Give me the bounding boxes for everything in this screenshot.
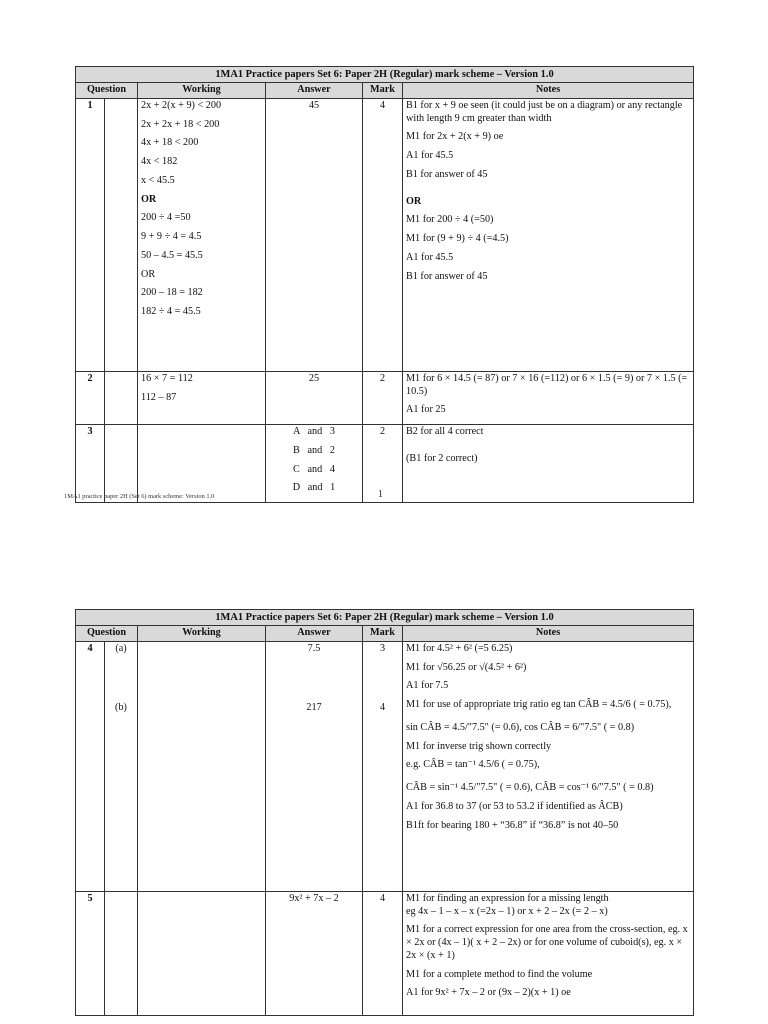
header-working: Working <box>138 83 266 99</box>
working-line: x < 45.5 <box>141 174 175 186</box>
note-line: A1 for 9x² + 7x – 2 or (9x – 2)(x + 1) oe <box>406 987 571 999</box>
mark-scheme-table-1 <box>75 66 694 503</box>
note-line: (B1 for 2 correct) <box>406 452 478 464</box>
header-mark: Mark <box>363 626 403 642</box>
mark-cell: 4 <box>363 891 403 1015</box>
working-cell <box>138 425 266 503</box>
working-line: 200 ÷ 4 =50 <box>141 212 191 224</box>
note-line: B1 for x + 9 oe seen (it could just be on a diagram) or any rectangle with length 9 cm greater than width <box>406 99 683 124</box>
question-part <box>105 98 138 371</box>
note-line: OR <box>406 195 422 207</box>
note-line: B1 for answer of 45 <box>406 270 488 282</box>
question-part <box>105 425 138 503</box>
note-line: A1 for 36.8 to 37 (or 53 to 53.2 if identified as ÂCB) <box>406 800 623 812</box>
answer-pair: D and 1 <box>292 482 336 494</box>
page-number: 1 <box>378 489 383 500</box>
mark-cell: 4 <box>363 98 403 371</box>
note-line: M1 for a complete method to find the volume <box>406 968 593 980</box>
working-line: 112 – 87 <box>141 391 177 403</box>
answer-value: 217 <box>306 701 322 713</box>
note-line: M1 for (9 + 9) ÷ 4 (=4.5) <box>406 233 509 244</box>
note-line: B2 for all 4 correct <box>406 426 484 437</box>
note-line: A1 for 45.5 <box>406 150 454 161</box>
question-number: 3 <box>76 425 105 503</box>
note-line: M1 for a correct expression for one area from the cross-section, eg. x × 2x or (4x – 1)( x + 2 – 2x) or for one volume of cuboid(s), eg. x × 2x × (x + 1) <box>406 924 688 961</box>
question-part <box>105 371 138 424</box>
working-line: 16 × 7 = 112 <box>141 372 193 384</box>
working-line: 200 – 18 = 182 <box>141 287 203 299</box>
note-line: M1 for inverse trig shown correctly <box>406 740 552 752</box>
notes-cell <box>403 891 694 1015</box>
header-notes: Notes <box>403 83 694 99</box>
working-line: 4x + 18 < 200 <box>141 137 199 149</box>
header-question: Question <box>76 626 138 642</box>
part-label: (b) <box>115 701 127 713</box>
mark-cell <box>363 641 403 891</box>
answer-pair: A and 3 <box>293 426 335 437</box>
answer-pair: B and 2 <box>293 444 335 456</box>
question-number: 4 <box>76 641 105 891</box>
working-line: 4x < 182 <box>141 156 178 167</box>
question-number: 2 <box>76 371 105 424</box>
note-line: B1 for answer of 45 <box>406 168 488 180</box>
header-question: Question <box>76 83 138 99</box>
header-row <box>76 626 694 642</box>
table-row-q3 <box>76 425 694 503</box>
notes-cell <box>403 425 694 503</box>
answer-cell <box>266 641 363 891</box>
question-part <box>105 641 138 891</box>
mark-scheme-table-2 <box>75 609 694 1016</box>
note-line: M1 for 2x + 2(x + 9) oe <box>406 131 504 143</box>
working-cell <box>138 891 266 1015</box>
table-row-q4 <box>76 641 694 891</box>
note-line: M1 for 200 ÷ 4 (=50) <box>406 214 494 226</box>
part-label: (a) <box>115 642 127 654</box>
header-notes: Notes <box>403 626 694 642</box>
note-line: M1 for use of appropriate trig ratio eg tan CÂB = 4.5/6 ( = 0.75), <box>406 699 672 710</box>
table-title: 1MA1 Practice papers Set 6: Paper 2H (Regular) mark scheme – Version 1.0 <box>76 610 694 626</box>
mark-cell: 2 <box>363 371 403 424</box>
note-line: e.g. CÂB = tan⁻¹ 4.5/6 ( = 0.75), <box>406 759 540 771</box>
working-line: OR <box>141 193 157 205</box>
note-line: CÂB = sin⁻¹ 4.5/"7.5" ( = 0.6), CÂB = cos⁻¹ 6/"7.5" ( = 0.8) <box>406 782 654 793</box>
note-line: M1 for 6 × 14.5 (= 87) or 7 × 16 (=112) or 6 × 1.5 (= 9) or 7 × 1.5 (= 10.5) <box>406 372 688 397</box>
notes-cell <box>403 641 694 891</box>
answer-cell: 9x² + 7x – 2 <box>266 891 363 1015</box>
note-line: sin CÂB = 4.5/"7.5" (= 0.6), cos CÂB = 6/"7.5" ( = 0.8) <box>406 721 635 733</box>
note-line: M1 for finding an expression for a missing length <box>406 892 609 904</box>
working-cell <box>138 98 266 371</box>
working-line: 2x + 2x + 18 < 200 <box>141 118 220 130</box>
working-line: OR <box>141 268 156 280</box>
working-line: 182 ÷ 4 = 45.5 <box>141 306 201 317</box>
header-answer: Answer <box>266 83 363 99</box>
working-line: 50 – 4.5 = 45.5 <box>141 249 203 261</box>
table-row-q1 <box>76 98 694 371</box>
table-row-q5 <box>76 891 694 1015</box>
working-line: 2x + 2(x + 9) < 200 <box>141 99 222 111</box>
answer-cell: 25 <box>266 371 363 424</box>
table-row-q2 <box>76 371 694 424</box>
working-cell <box>138 641 266 891</box>
question-number: 1 <box>76 98 105 371</box>
table-title: 1MA1 Practice papers Set 6: Paper 2H (Regular) mark scheme – Version 1.0 <box>76 67 694 83</box>
note-line: B1ft for bearing 180 + “36.8” if “36.8” is not 40–50 <box>406 819 619 831</box>
note-line: A1 for 25 <box>406 404 446 416</box>
note-line: M1 for √56.25 or √(4.5² + 6²) <box>406 661 527 673</box>
answer-cell: 45 <box>266 98 363 371</box>
header-mark: Mark <box>363 83 403 99</box>
mark-cell: 2 <box>363 425 403 503</box>
answer-cell <box>266 425 363 503</box>
note-line: A1 for 7.5 <box>406 680 449 692</box>
header-answer: Answer <box>266 626 363 642</box>
answer-value: 7.5 <box>307 642 321 654</box>
page-2 <box>0 540 768 1024</box>
note-line: A1 for 45.5 <box>406 251 454 263</box>
note-line: M1 for 4.5² + 6² (=5 6.25) <box>406 642 513 654</box>
mark-value: 3 <box>379 642 386 654</box>
notes-cell <box>403 98 694 371</box>
header-working: Working <box>138 626 266 642</box>
working-line: 9 + 9 ÷ 4 = 4.5 <box>141 231 202 242</box>
notes-cell <box>403 371 694 424</box>
mark-value: 4 <box>379 701 386 713</box>
note-line: eg 4x – 1 – x – x (=2x – 1) or x + 2 – 2x (= 2 – x) <box>406 905 608 917</box>
question-part <box>105 891 138 1015</box>
page-footer: 1MA1 practice paper 2H (Set 6) mark scheme: Version 1.0 <box>64 493 215 500</box>
working-cell <box>138 371 266 424</box>
question-number: 5 <box>76 891 105 1015</box>
answer-pair: C and 4 <box>293 463 335 475</box>
header-row <box>76 83 694 99</box>
